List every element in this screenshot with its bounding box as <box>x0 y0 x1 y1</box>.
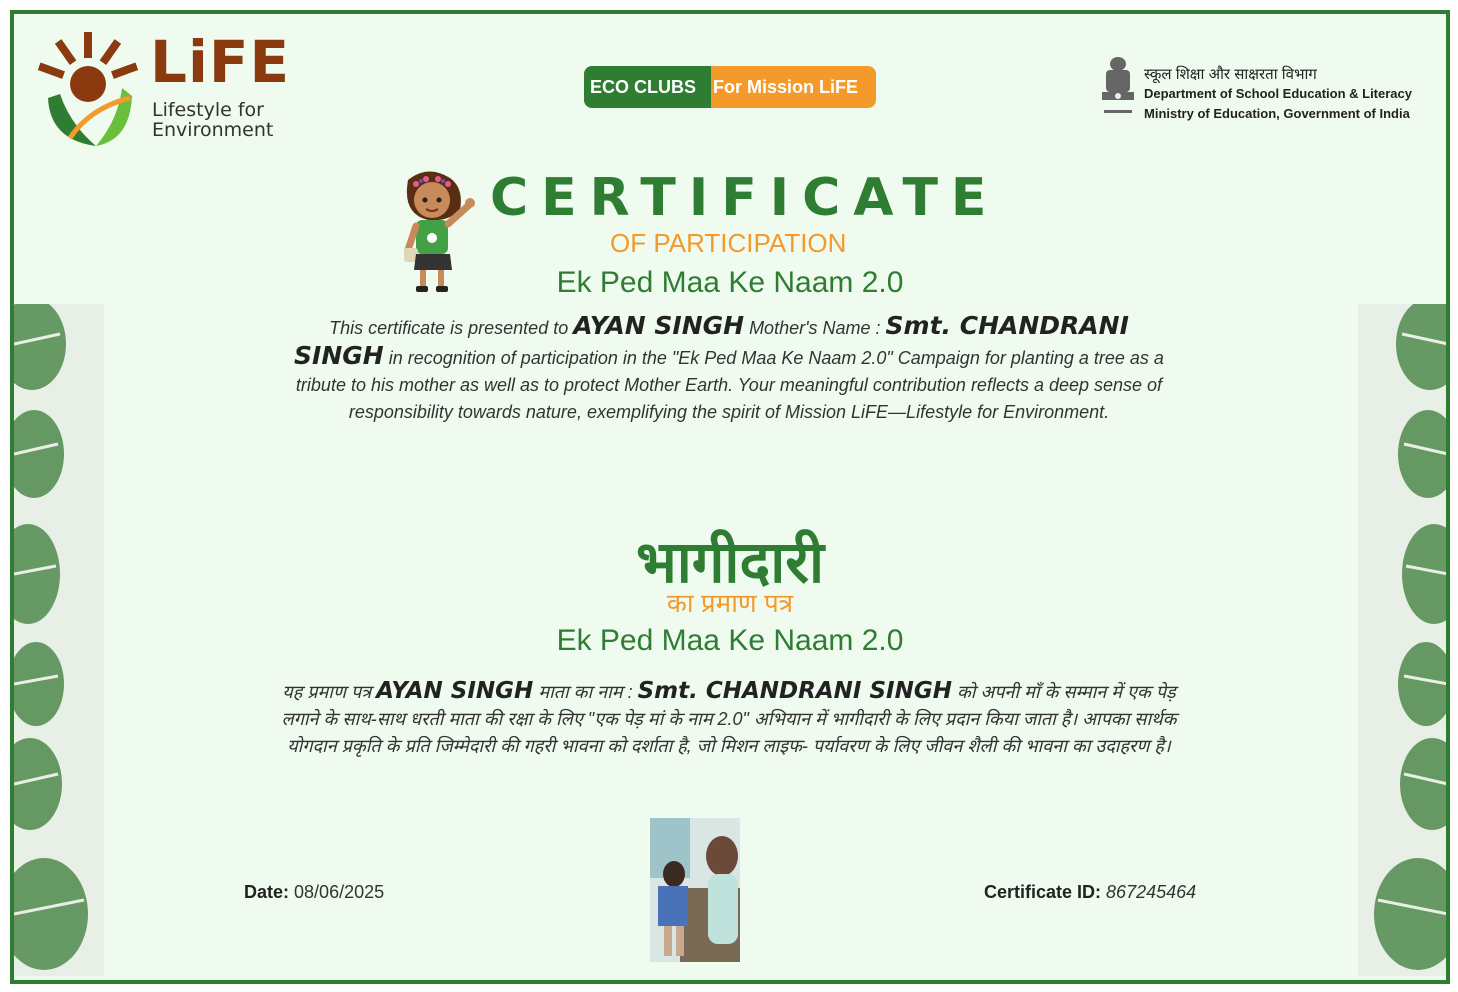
certificate-subtitle: OF PARTICIPATION <box>610 228 847 258</box>
mother-name-hi: Smt. CHANDRANI SINGH <box>637 678 952 704</box>
eco-badge-green: ECO CLUBS <box>584 66 711 108</box>
campaign-name-en: Ek Ped Maa Ke Naam 2.0 <box>556 266 904 299</box>
recipient-name-hi: AYAN SINGH <box>376 678 534 704</box>
campaign-name-hi: Ek Ped Maa Ke Naam 2.0 <box>556 624 904 657</box>
hindi-subtitle: का प्रमाण पत्र <box>666 588 794 618</box>
leaves-decoration-right <box>1358 304 1448 976</box>
certificate-frame <box>10 10 1450 984</box>
recipient-name: AYAN SINGH <box>573 311 745 340</box>
hindi-title: भागीदारी <box>635 530 825 595</box>
certificate-id: Certificate ID: 867245464 <box>984 882 1197 902</box>
certificate-title: CERTIFICATE <box>490 168 1000 228</box>
life-logo-word: LiFE <box>150 28 291 96</box>
national-emblem-icon <box>1098 54 1138 122</box>
issue-date: Date: 08/06/2025 <box>244 882 385 902</box>
leaves-decoration-left <box>14 304 104 976</box>
eco-clubs-badge <box>584 66 876 108</box>
dept-hindi-name: स्कूल शिक्षा और साक्षरता विभाग <box>1144 66 1317 83</box>
dept-name: Department of School Education & Literacy <box>1144 86 1412 101</box>
ministry-name: Ministry of Education, Government of India <box>1144 106 1410 121</box>
eco-badge-orange: For Mission LiFE <box>711 66 876 108</box>
life-logo-subtitle: Lifestyle for Environment <box>152 99 274 141</box>
participant-photo <box>650 818 740 962</box>
english-body-text: This certificate is presented to AYAN SINGH Mother's Name : Smt. CHANDRANI SINGH in recognition of participation in the "Ek Ped Maa Ke Naam 2.0" Campaign for planting a tree as a tribute to his mother as well as to protect Mother Earth. Your meaningful contribution reflects a deep sense of responsibility towards nature, exemplifying the spirit of Mission LiFE—Lifestyle for Environment. <box>294 311 1164 422</box>
mother-name: Smt. CHANDRANI SINGH <box>294 311 1129 370</box>
hindi-body-text: यह प्रमाण पत्र AYAN SINGH माता का नाम : Smt. CHANDRANI SINGH को अपनी माँ के सम्मान में एक पेड़ लगाने के साथ-साथ धरती माता की रक्षा के लिए "एक पेड़ मां के नाम 2.0" अभियान में भागीदारी के लिए प्रदान किया जाता है। आपका सार्थक योगदान प्रकृति के प्रति जिम्मेदारी की गहरी भावना को दर्शाता है, जो मिशन लाइफ- पर्यावरण के लिए जीवन शैली की भावना का उदाहरण है। <box>281 678 1177 756</box>
